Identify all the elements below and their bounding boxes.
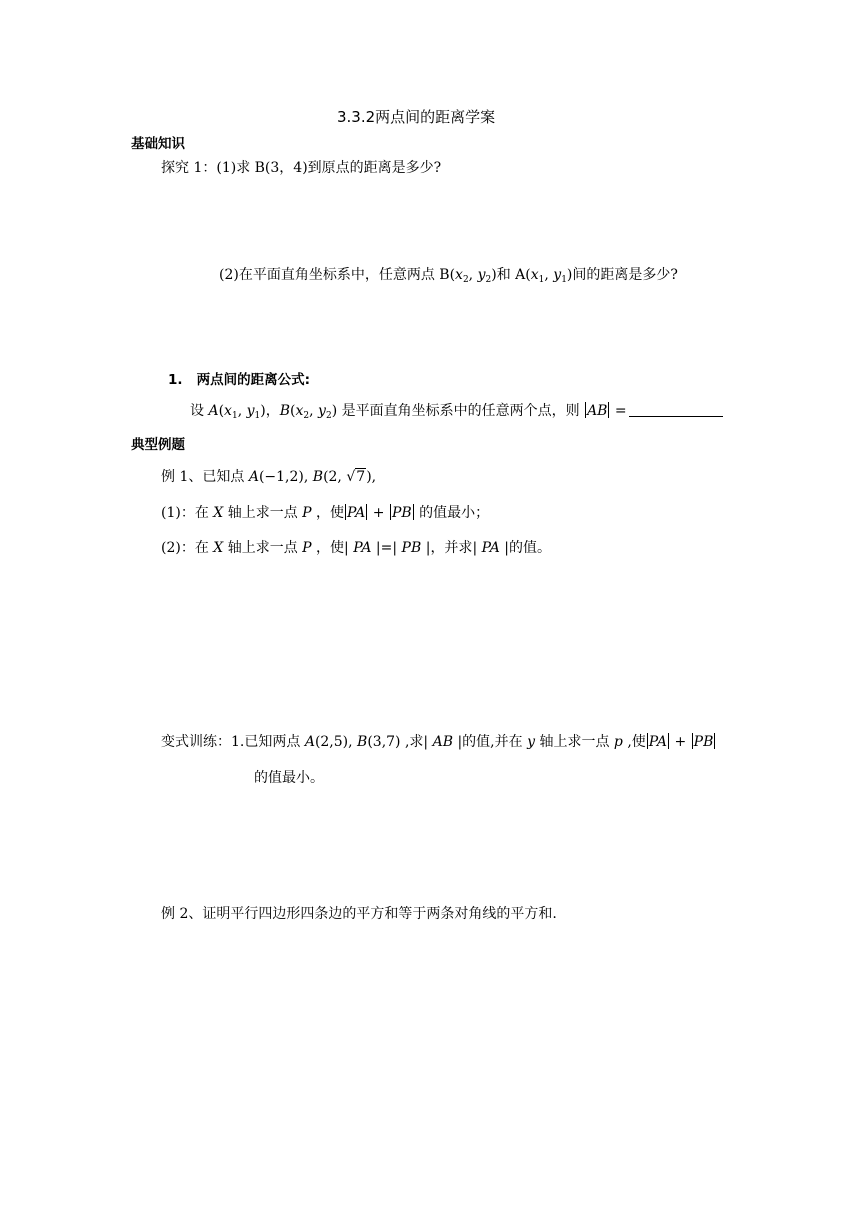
explore1-part2: (2)在平面直角坐标系中，任意两点 $B(x_2$, $y_2$)和 $A(x_1$, $y_1$)间的距离是多少? xyxy=(219,267,678,285)
example1-q2: (2)：在 X 轴上求一点 P ，使| PA |=| PB |，并求| PA |的值。 xyxy=(161,540,552,556)
variant-training: 变式训练：1.已知两点 A(2,5), B(3,7) ,求| AB |的值,并在 y 轴上求一点 p ,使 PA + PB xyxy=(161,734,714,750)
example2: 例 2、证明平行四边形四条边的平方和等于两条对角线的平方和. xyxy=(161,906,557,922)
formula-heading: 1. 两点间的距离公式: xyxy=(168,372,311,388)
page-title: 3.3.2两点间的距离学案 xyxy=(337,108,496,126)
formula-statement: 设 $A(x_1$, $y_1$)，$B(x_2$, $y_2$) 是平面直角坐标系中的任意两个点，则 AB = xyxy=(190,400,723,421)
section-heading-basics: 基础知识 xyxy=(131,136,185,152)
explore1-part1: 探究 1：(1)求 B(3，4)到原点的距离是多少? xyxy=(161,160,442,176)
example1-q1: (1)：在 X 轴上求一点 P ，使 PA + PB 的值最小； xyxy=(161,505,490,521)
answer-blank[interactable] xyxy=(629,402,723,417)
example1-stem: 例 1、已知点 A(−1,2), B(2, √7), xyxy=(161,469,377,485)
variant-training-line2: 的值最小。 xyxy=(254,770,324,786)
section-heading-examples: 典型例题 xyxy=(131,437,185,453)
